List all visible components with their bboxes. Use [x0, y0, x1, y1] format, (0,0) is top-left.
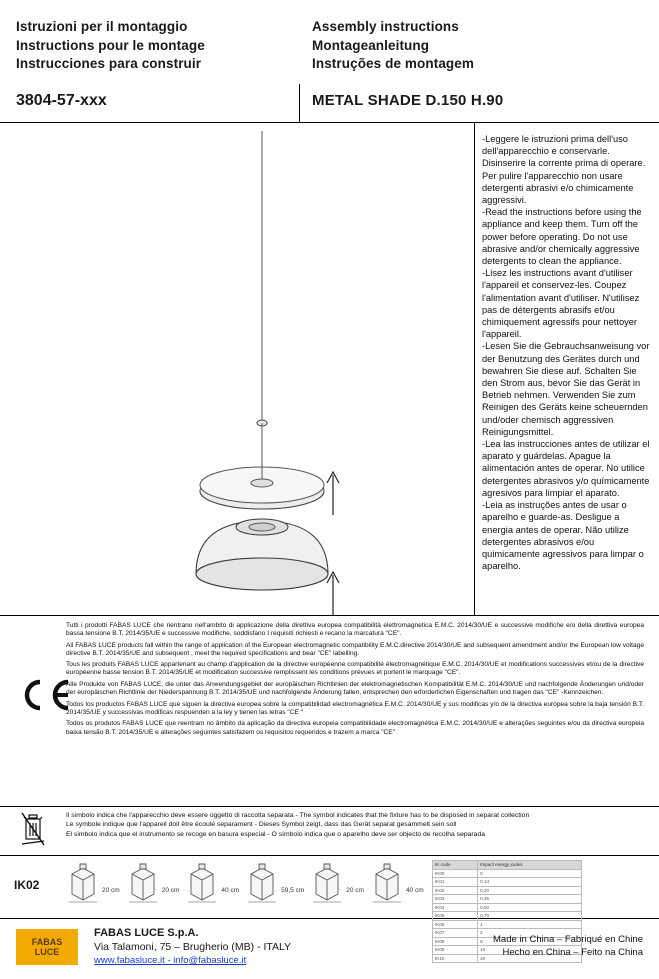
package-item	[245, 860, 304, 904]
weee-line-1: Il simbolo indica che l'apparecchio deve essere oggetto di raccolta separata - The symbol indicates that the fixture has to be disposed in separat collection	[66, 812, 530, 819]
box-icon	[185, 860, 219, 904]
fabas-luce-logo	[16, 929, 78, 965]
ik-table-header-energy: Impact energy joules	[478, 861, 582, 870]
package-item	[66, 860, 120, 904]
ik-code-cell: IK10	[433, 954, 478, 963]
box-icon	[245, 860, 279, 904]
made-in-line-2: Hecho en China – Feito na China	[502, 947, 643, 958]
ik-code-cell: IK03	[433, 895, 478, 904]
company-name: FABAS LUCE S.p.A.	[94, 927, 199, 939]
product-model: METAL SHADE D.150 H.90	[312, 92, 504, 109]
package-size: 40 cm	[405, 887, 424, 894]
ik-energy-cell: 0,20	[478, 886, 582, 895]
ik-energy-cell: 5	[478, 937, 582, 946]
warning-en: -Read the instructions before using the appliance and keep them. Turn off the power before operating. Do not use abrasive and/or chemically aggressive detergents to clean the appliance.	[482, 207, 642, 267]
product-code: 3804-57-xxx	[16, 92, 107, 109]
compliance-section	[0, 616, 659, 807]
header-vertical-divider	[299, 84, 300, 122]
compliance-en: All FABAS LUCE products fall within the range of application of the European electromagnetic compatibility E.M.C.directive 2014/30/UE and subsequent amendment and/or the European low voltage directive B.T. 2014/35/UE and subsequent , meet the required specifications and bear "CE" labelling.	[66, 641, 644, 657]
package-item	[185, 860, 239, 904]
crossed-out-bin-icon	[20, 811, 46, 847]
ik-energy-cell: 10	[478, 946, 582, 955]
ik-code-cell: IK08	[433, 937, 478, 946]
warning-de: -Lesen Sie die Gebrauchsanweisung vor der Benutzung des Gerätes durch und bewahren Sie diese auf. Schalten Sie den Strom aus, bevor Sie das Gerät in Betrieb nehmen. Verwenden Sie zum Reinigen des Geräts keine scheuernden und/oder chemisch aggressiven Reinigungsmittel.	[482, 341, 650, 437]
package-size: 20 cm	[346, 887, 364, 894]
ik-table-header-code: IK code	[433, 861, 478, 870]
company-web[interactable]: www.fabasluce.it - info@fabasluce.it	[94, 955, 247, 966]
compliance-pt: Todos os produtos FABAS LUCE que reentram no âmbito da aplicação da directiva europeia compatibilidade electromagnética E.M.C. 2014/30/UE e alterações seguintes e/ou da directiva europeia baixa tensão B.T. 2014/35/UE e alterações seguintes satisfazem os requisitos requeridos e trazem a marca "CE"	[66, 720, 644, 736]
box-icon	[370, 860, 404, 904]
lamp-diagram-svg	[0, 123, 474, 615]
compliance-it: Tutti i prodotti FABAS LUCE che rientrano nell'ambito di applicazione della direttiva europea compatibilità elettromagnetica E.M.C. 2014/30/UE e successive modifiche e/o della direttiva europea bassa tensione B.T. 2014/35/UE e successive modifiche, soddisfano I requisiti richiesti e recano la marcatura "CE".	[66, 622, 644, 638]
package-item	[310, 860, 364, 904]
box-icon	[310, 860, 344, 904]
table-row	[433, 895, 582, 904]
packaging-pictograms	[66, 860, 424, 904]
ik-energy-cell: 20	[478, 954, 582, 963]
compliance-text	[66, 622, 644, 740]
table-row	[433, 886, 582, 895]
ik-code-cell: IK05	[433, 912, 478, 921]
weee-line-3: El simbolo indica que el instrumento se recoge en basura especial - O símbolo indica que o aparelho deve ser objecto de recolha separada	[66, 830, 486, 838]
weee-section	[0, 807, 659, 856]
logo-line-1: FABAS	[31, 937, 63, 947]
company-address: Via Talamoni, 75 – Brugherio (MB) - ITALY	[94, 940, 292, 953]
warning-pt: -Leia as instruções antes de usar o aparelho e guarde-as. Desligue a energia antes de operar. Não utilize detergentes abrasivos e/ou quimicamente agressivos para limpar o aparelho.	[482, 500, 644, 572]
ik-code-cell: IK07	[433, 929, 478, 938]
title-pt: Instruções de montagem	[312, 56, 474, 71]
ik-energy-cell: 0,50	[478, 903, 582, 912]
package-item	[126, 860, 180, 904]
ik-code-cell: IK04	[433, 903, 478, 912]
ik-code-cell: IK01	[433, 878, 478, 887]
main-vertical-divider	[474, 123, 475, 615]
made-in-info	[493, 933, 643, 959]
logo-line-2: LUCE	[34, 947, 60, 957]
ik-energy-cell: 1	[478, 920, 582, 929]
ik-energy-cell: 0	[478, 869, 582, 878]
ik-energy-cell: 0,14	[478, 878, 582, 887]
made-in-line-1: Made in China – Fabriqué en Chine	[493, 934, 643, 945]
box-icon	[66, 860, 100, 904]
compliance-fr: Tous les produits FABAS LUCE appartenant au champ d'application de la directive européenne compatibilité électromagnétique E.M.C. 2014/30/UE et modifications successives et/ou de la directive européenne basse tension B.T. 2014/35/UE et modification successive remplissent les conditions prévues et portent le marquage "CE".	[66, 661, 644, 677]
compliance-de: Alle Produkte von FABAS LUCE, die unter das Anwendungsgebiet der europäischen Richtlinien der elektromagnetischen Kompatibilität E.M.C. 2014/30/UE und nachfolgende Änderungen und/oder der europäischen Richtlinie der Niederspannung B.T. 2014/35/UE und nachfolgende Änderung fallen, entsprechen den erforderlichen Eigenschaften und tragen das "CE" -Kennzeichen.	[66, 681, 644, 697]
weee-text	[66, 811, 644, 839]
warning-it: -Leggere le istruzioni prima dell'uso dell'apparecchio e conservarle. Disinserire la corrente prima di operare. Per pulire l'apparecchio non usare detergenti abrasivi e/o chimicamente aggressivi.	[482, 134, 646, 206]
table-row	[433, 869, 582, 878]
header	[0, 0, 659, 123]
ik-energy-cell: 0,70	[478, 912, 582, 921]
title-es: Instrucciones para construir	[16, 56, 202, 71]
compliance-es: Todos los productos FABAS LUCE que siguen la directiva europea sobre la compatibilidad electromagnética E.M.C. 2014/30/UE y sus modificas y/o de la directiva europea sobre la baja tensión B.T. 2014/35/UE y successivas modificas respuenden a la ley y tienen las letras "CE "	[66, 700, 644, 716]
header-right-titles	[312, 18, 642, 74]
ik-code-cell: IK02	[433, 886, 478, 895]
title-en: Assembly instructions	[312, 19, 459, 34]
table-row	[433, 878, 582, 887]
ik-code: IK02	[14, 878, 40, 892]
warning-es: -Lea las instrucciones antes de utilizar el aparato y guárdelas. Apague la alimentación antes de operar. No utilice detergentes abrasivos y/o químicamente agresivos para limpiar el aparato.	[482, 439, 650, 498]
assembly-drawing	[0, 123, 474, 615]
ik-energy-cell: 2	[478, 929, 582, 938]
box-icon	[126, 860, 160, 904]
ik-code-cell: IK00	[433, 869, 478, 878]
header-left-titles	[16, 18, 286, 74]
warning-fr: -Lisez les instructions avant d'utiliser l'appareil et conservez-les. Coupez l'alimentation avant d'utiliser. N'utilisez pas de détergents abrasifs et/ou chimiquement agressifs pour nettoyer l'appareil.	[482, 268, 640, 340]
package-size: 59,5 cm	[281, 887, 305, 894]
package-size: 20 cm	[161, 887, 180, 894]
company-info	[94, 927, 291, 968]
title-de: Montageanleitung	[312, 37, 430, 53]
warnings-panel	[482, 133, 650, 572]
ik-code-cell: IK09	[433, 946, 478, 955]
ik-energy-cell: 0,35	[478, 895, 582, 904]
title-fr: Instructions pour le montage	[16, 37, 205, 53]
weee-line-2: Le symbole indique que l'appareil doit être écoulé separament - Dieses Symbol zeigt, dass das Gerät separat gesammelt sein soll	[66, 821, 457, 829]
main-section	[0, 123, 659, 616]
package-size: 40 cm	[221, 887, 240, 894]
package-item	[370, 860, 424, 904]
ce-mark-icon	[14, 678, 72, 712]
footer	[0, 919, 659, 979]
table-row	[433, 903, 582, 912]
ik-code-cell: IK06	[433, 920, 478, 929]
package-size: 20 cm	[102, 887, 120, 894]
title-it: Istruzioni per il montaggio	[16, 19, 188, 34]
